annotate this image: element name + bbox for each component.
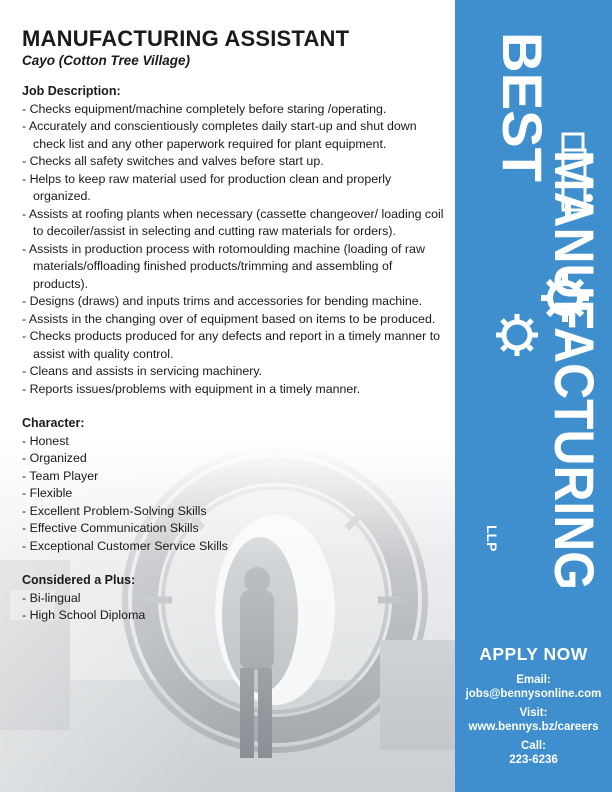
list-item: - Exceptional Customer Service Skills bbox=[22, 538, 450, 556]
company-logo bbox=[455, 0, 612, 630]
gear-icon bbox=[496, 314, 538, 356]
apply-section bbox=[455, 644, 612, 772]
phone-number[interactable]: 223-6236 bbox=[509, 754, 558, 766]
list-item: - Flexible bbox=[22, 485, 450, 503]
list-item: - Reports issues/problems with equipment in a timely manner. bbox=[22, 381, 450, 399]
list-item: - Designs (draws) and inputs trims and accessories for bending machine. bbox=[22, 293, 450, 311]
visit-label: Visit: bbox=[519, 707, 548, 719]
logo-suffix-llp: LLP bbox=[484, 525, 500, 552]
plus-heading: Considered a Plus: bbox=[22, 573, 136, 587]
logo-word-manufacturing: MANUFACTURING bbox=[543, 150, 606, 630]
list-item: - High School Diploma bbox=[22, 607, 450, 625]
list-item: - Checks all safety switches and valves before start up. bbox=[22, 153, 450, 171]
list-item: - Organized bbox=[22, 450, 450, 468]
plus-list bbox=[22, 590, 450, 625]
list-item: - Team Player bbox=[22, 468, 450, 486]
job-title: MANUFACTURING ASSISTANT bbox=[22, 26, 350, 51]
list-item: - Checks equipment/machine completely before staring /operating. bbox=[22, 101, 450, 119]
list-item: - Excellent Problem-Solving Skills bbox=[22, 503, 450, 521]
list-item: - Cleans and assists in servicing machinery. bbox=[22, 363, 450, 381]
email-link[interactable]: jobs@bennysonline.com bbox=[465, 688, 602, 700]
email-label: Email: bbox=[516, 674, 551, 686]
job-description-list bbox=[22, 101, 450, 399]
careers-link[interactable]: www.bennys.bz/careers bbox=[468, 721, 599, 733]
job-details bbox=[22, 26, 450, 625]
list-item: - Accurately and conscientiously completes daily start-up and shut down check list and any other paperwork required for plant equipment. bbox=[22, 118, 450, 153]
job-location: Cayo (Cotton Tree Village) bbox=[22, 53, 191, 68]
character-heading: Character: bbox=[22, 416, 85, 430]
company-banner bbox=[455, 0, 612, 792]
logo-word-best: BEST bbox=[491, 32, 554, 182]
job-description-heading: Job Description: bbox=[22, 84, 121, 98]
list-item: - Checks products produced for any defects and report in a timely manner to assist with quality control. bbox=[22, 328, 450, 363]
list-item: - Bi-lingual bbox=[22, 590, 450, 608]
call-label: Call: bbox=[521, 740, 546, 752]
list-item: - Helps to keep raw material used for production clean and properly organized. bbox=[22, 171, 450, 206]
list-item: - Effective Communication Skills bbox=[22, 520, 450, 538]
list-item: - Honest bbox=[22, 433, 450, 451]
apply-now-heading: APPLY NOW bbox=[479, 644, 588, 664]
list-item: - Assists in production process with rotomoulding machine (loading of raw materials/offloading finished products/trimming and assembling of products). bbox=[22, 241, 450, 294]
list-item: - Assists at roofing plants when necessary (cassette changeover/ loading coil to decoiler/assist in selecting and cutting raw materials for orders). bbox=[22, 206, 450, 241]
character-list bbox=[22, 433, 450, 556]
list-item: - Assists in the changing over of equipment based on items to be produced. bbox=[22, 311, 450, 329]
